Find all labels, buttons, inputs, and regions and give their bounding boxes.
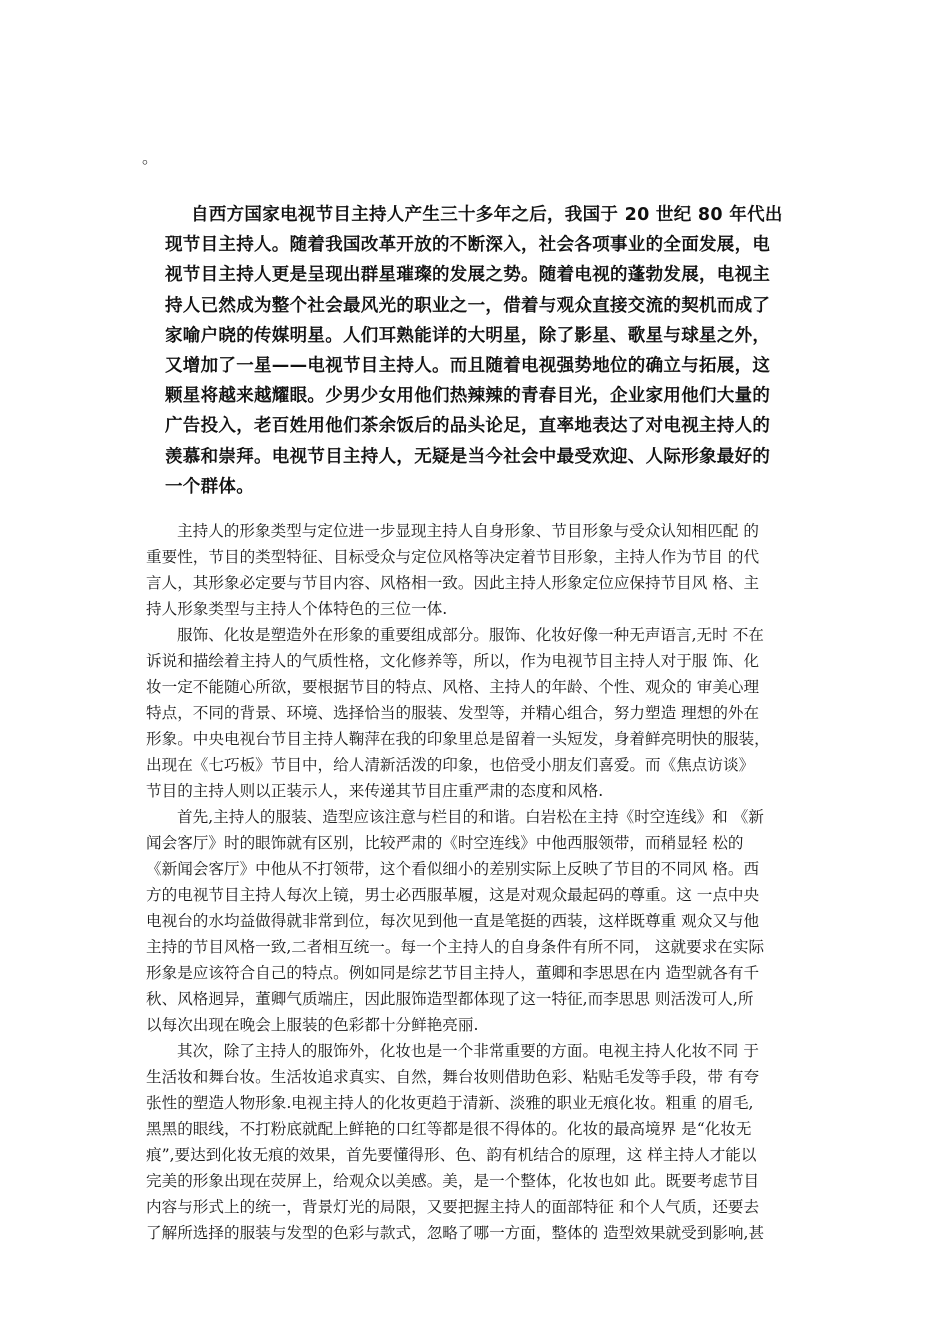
text-line: 方的电视节目主持人每次上镜，男士必西服革履，这是对观众最起码的尊重。这 一点中央: [146, 886, 760, 904]
scanned-quote-block: [165, 200, 785, 502]
scan-line: 羡慕和崇拜。电视节目主持人，无疑是当今社会中最受欢迎、人际形象最好的: [165, 446, 771, 467]
text-line: 主持的节目风格一致,二者相互统一。每一个主持人的自身条件有所不同， 这就要求在实际: [146, 938, 765, 956]
text-line: 形象是应该符合自己的特点。例如同是综艺节目主持人，董卿和李思思在内 造型就各有千: [146, 964, 760, 982]
text-line: 服饰、化妆是塑造外在形象的重要组成部分。服饰、化妆好像一种无声语言,无时 不在: [177, 626, 764, 644]
text-line: 生活妆和舞台妆。生活妆追求真实、自然，舞台妆则借助色彩、粘贴毛发等手段，带 有夸: [146, 1068, 760, 1086]
text-line: 出现在《七巧板》节目中，给人清新活泼的印象，也倍受小朋友们喜爱。而《焦点访谈》: [146, 756, 755, 774]
scan-line: 持人已然成为整个社会最风光的职业之一，借着与观众直接交流的契机而成了: [165, 295, 771, 316]
scan-line: 视节目主持人更是呈现出群星璀璨的发展之势。随着电视的蓬勃发展，电视主: [165, 265, 771, 286]
text-line: 重要性，节目的类型特征、目标受众与定位风格等决定着节目形象，主持人作为节目 的代: [146, 548, 760, 566]
text-line: 首先,主持人的服装、造型应该注意与栏目的和谐。白岩松在主持《时空连线》和 《新: [177, 808, 764, 826]
scan-line: 现节目主持人。随着我国改革开放的不断深入，社会各项事业的全面发展，电: [165, 235, 771, 256]
text-line: 诉说和描绘着主持人的气质性格，文化修养等，所以，作为电视节目主持人对于服 饰、化: [146, 652, 760, 670]
text-line: 电视台的水均益做得就非常到位，每次见到他一直是笔挺的西装，这样既尊重 观众又与他: [146, 912, 760, 930]
scan-line: 家喻户晓的传媒明星。人们耳熟能详的大明星，除了影星、歌星与球星之外，: [165, 325, 771, 346]
scan-line: 颗星将越来越耀眼。少男少女用他们热辣辣的青春目光，企业家用他们大量的: [165, 386, 771, 407]
text-line: 《新闻会客厅》中他从不打领带，这个看似细小的差别实际上反映了节目的不同风 格。西: [146, 860, 760, 878]
text-line: 言人，其形象必定要与节目内容、风格相一致。因此主持人形象定位应保持节目风 格、主: [146, 574, 760, 592]
text-line: 痕”,要达到化妆无痕的效果，首先要懂得形、色、韵有机结合的原理，这 样主持人才能以: [146, 1146, 757, 1164]
text-line: 秋、风格迥异，董卿气质端庄，因此服饰造型都体现了这一特征,而李思思 则活泼可人,所: [146, 990, 754, 1008]
scan-line: 又增加了一星——电视节目主持人。而且随着电视强势地位的确立与拓展，这: [165, 355, 771, 376]
text-line: 了解所选择的服装与发型的色彩与款式，忽略了哪一方面，整体的 造型效果就受到影响,甚: [146, 1224, 765, 1242]
scan-line: 广告投入，老百姓用他们茶余饭后的品头论足，直率地表达了对电视主持人的: [165, 416, 771, 437]
text-line: 主持人的形象类型与定位进一步显现主持人自身形象、节目形象与受众认知相匹配 的: [177, 522, 759, 540]
stray-mark: 。: [142, 148, 159, 167]
paragraph-first-point: [146, 804, 818, 1038]
text-line: 闻会客厅》时的眼饰就有区别，比较严肃的《时空连线》中他西服领带，而稍显轻 松的: [146, 834, 744, 852]
paragraph-second-point: [146, 1038, 818, 1246]
text-line: 张性的塑造人物形象.电视主持人的化妆更趋于清新、淡雅的职业无痕化妆。粗重 的眉毛,: [146, 1094, 754, 1112]
article-body: [146, 518, 818, 1246]
text-line: 以每次出现在晚会上服装的色彩都十分鲜艳亮丽.: [146, 1016, 479, 1034]
text-line: 妆一定不能随心所欲，要根据节目的特点、风格、主持人的年龄、个性、观众的 审美心理: [146, 678, 760, 696]
text-line: 内容与形式上的统一，背景灯光的局限，又要把握主持人的面部特征 和个人气质，还要去: [146, 1198, 760, 1216]
text-line: 完美的形象出现在荧屏上，给观众以美感。美，是一个整体，化妆也如 此。既要考虑节目: [146, 1172, 760, 1190]
text-line: 节目的主持人则以正装示人，来传递其节目庄重严肃的态度和风格.: [146, 782, 604, 800]
text-line: 持人形象类型与主持人个体特色的三位一体.: [146, 600, 448, 618]
text-line: 其次，除了主持人的服饰外，化妆也是一个非常重要的方面。电视主持人化妆不同 于: [177, 1042, 759, 1060]
text-line: 形象。中央电视台节目主持人鞠萍在我的印象里总是留着一头短发，身着鲜亮明快的服装，: [146, 730, 770, 748]
text-line: 黑黑的眼线，不打粉底就配上鲜艳的口红等都是很不得体的。化妆的最高境界 是“化妆无: [146, 1120, 752, 1138]
scan-line: 自西方国家电视节目主持人产生三十多年之后，我国于 20 世纪 80 年代出: [191, 205, 783, 225]
paragraph-clothing-makeup: [146, 622, 818, 804]
text-line: 特点，不同的背景、环境、选择恰当的服装、发型等，并精心组合，努力塑造 理想的外在: [146, 704, 760, 722]
scan-line: 一个群体。: [165, 476, 254, 497]
paragraph-image-positioning: [146, 518, 818, 622]
